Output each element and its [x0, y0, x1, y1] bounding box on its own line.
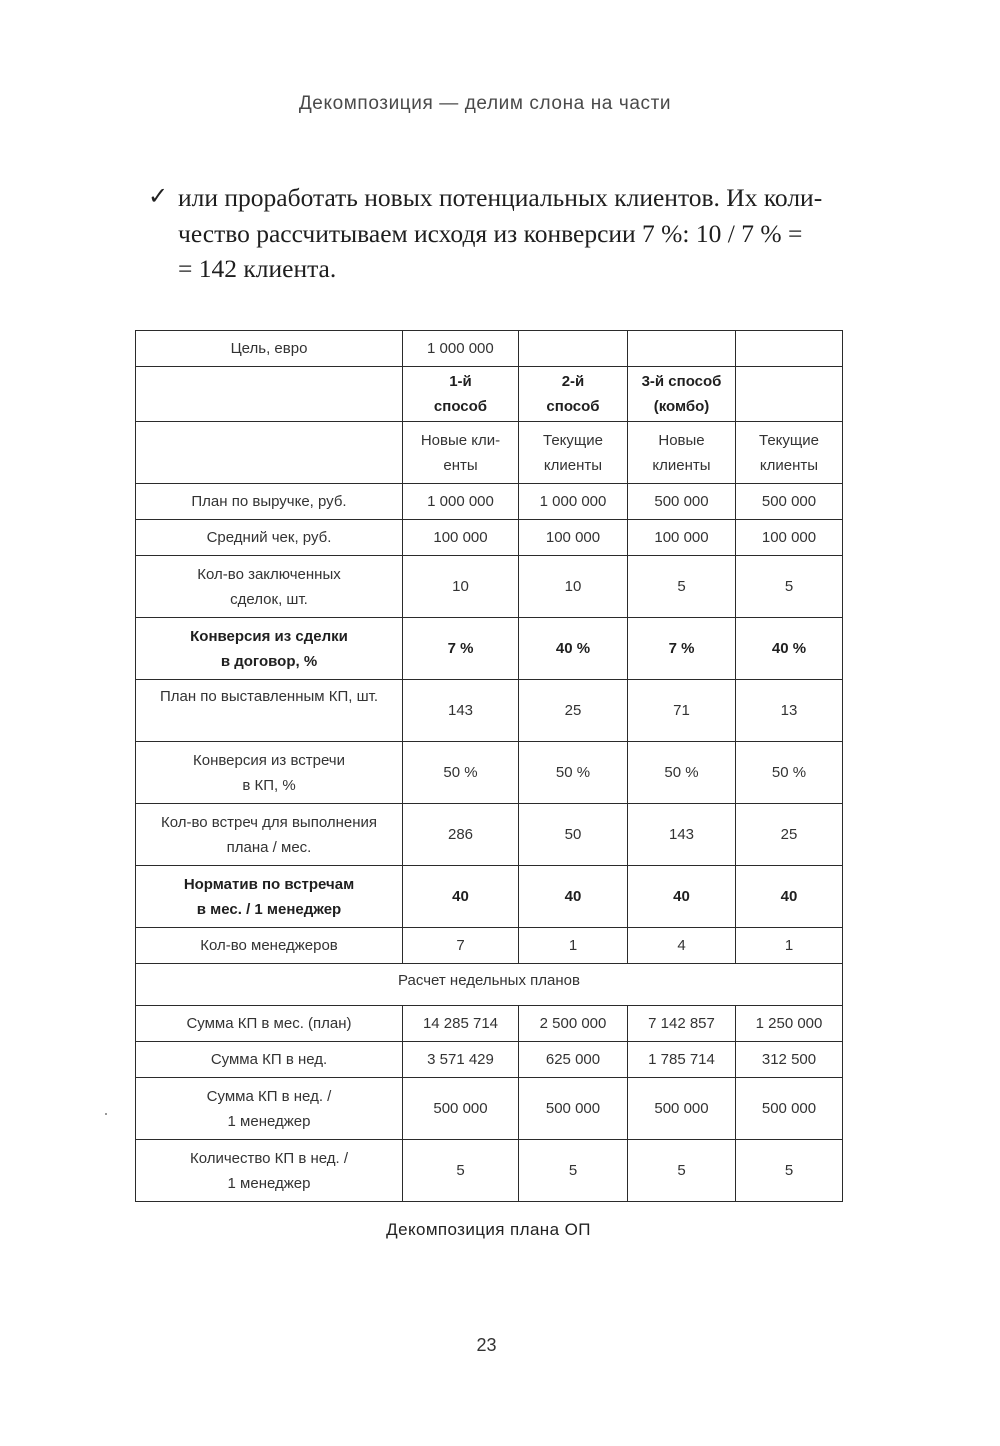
- bullet-line: или проработать новых потенциальных клиентов. Их коли-: [178, 183, 823, 212]
- table-row: [136, 866, 843, 928]
- value-cell: 10: [519, 556, 628, 618]
- value-cell: 1 785 714: [628, 1042, 736, 1078]
- value-cell: 3 571 429: [403, 1042, 519, 1078]
- row-label: Сумма КП в мес. (план): [136, 1006, 403, 1042]
- value-cell: 5: [628, 1140, 736, 1202]
- value-cell: 143: [403, 680, 519, 742]
- table-row: [136, 1140, 843, 1202]
- row-label: [136, 866, 403, 928]
- client-type-cell: [519, 422, 628, 484]
- decomposition-table: [135, 330, 843, 1202]
- table-row: [136, 618, 843, 680]
- empty-cell: [736, 367, 843, 422]
- row-label-line: Количество КП в нед. /: [189, 1149, 349, 1167]
- value-cell: 143: [628, 804, 736, 866]
- value-cell: 1 250 000: [736, 1006, 843, 1042]
- table-row: [136, 680, 843, 742]
- client-type-line: клиенты: [543, 456, 603, 474]
- value-cell: 1: [736, 928, 843, 964]
- bullet-line: чество рассчитываем исходя из конверсии 7 %: 10 / 7 % =: [178, 218, 803, 248]
- row-label-line: в мес. / 1 менеджер: [196, 900, 342, 918]
- empty-cell: [519, 331, 628, 367]
- value-cell: 100 000: [519, 520, 628, 556]
- value-cell: 71: [628, 680, 736, 742]
- row-label-line: Конверсия из встречи: [193, 751, 345, 769]
- client-type-cell: [403, 422, 519, 484]
- value-cell: 100 000: [403, 520, 519, 556]
- row-label: [136, 618, 403, 680]
- method-line: (комбо): [653, 398, 710, 415]
- table-row: [136, 1078, 843, 1140]
- table-row: [136, 1006, 843, 1042]
- row-label: [136, 742, 403, 804]
- bullet-line: = 142 клиента.: [178, 254, 337, 283]
- row-label: [136, 1078, 403, 1140]
- value-cell: 286: [403, 804, 519, 866]
- row-label: [136, 556, 403, 618]
- value-cell: 1 000 000: [403, 484, 519, 520]
- value-cell: 10: [403, 556, 519, 618]
- table-row: [136, 1042, 843, 1078]
- row-label-line: в КП, %: [242, 776, 296, 794]
- client-type-cell: [628, 422, 736, 484]
- client-type-line: Новые: [658, 431, 705, 449]
- page-number: 23: [476, 1335, 497, 1355]
- value-cell: 7 142 857: [628, 1006, 736, 1042]
- value-cell: 5: [403, 1140, 519, 1202]
- running-header: Декомпозиция — делим слона на части: [298, 93, 672, 114]
- value-cell: 50 %: [628, 742, 736, 804]
- empty-cell: [736, 331, 843, 367]
- row-label: Средний чек, руб.: [136, 520, 403, 556]
- value-cell: 500 000: [403, 1078, 519, 1140]
- row-label: План по выставленным КП, шт.: [136, 680, 403, 742]
- value-cell: 50 %: [519, 742, 628, 804]
- value-cell: 5: [628, 556, 736, 618]
- value-cell: 50 %: [736, 742, 843, 804]
- row-label-line: Кол-во встреч для выполнения: [161, 813, 377, 831]
- print-speck: [105, 1113, 107, 1115]
- value-cell: 1: [519, 928, 628, 964]
- table-row: [136, 928, 843, 964]
- goal-label: Цель, евро: [136, 331, 403, 367]
- table-row: [136, 520, 843, 556]
- value-cell: 100 000: [736, 520, 843, 556]
- row-label-line: 1 менеджер: [227, 1112, 311, 1130]
- method-3-header: [628, 367, 736, 422]
- weekly-section-row: [136, 964, 843, 1006]
- value-cell: 500 000: [628, 484, 736, 520]
- value-cell: 50: [519, 804, 628, 866]
- value-cell: 5: [736, 1140, 843, 1202]
- row-label-line: Сумма КП в нед. /: [206, 1087, 332, 1105]
- value-cell: 625 000: [519, 1042, 628, 1078]
- value-cell: 1 000 000: [519, 484, 628, 520]
- value-cell: 7: [403, 928, 519, 964]
- client-type-line: клиенты: [759, 456, 819, 474]
- client-type-cell: [736, 422, 843, 484]
- method-line: 2-й: [561, 373, 585, 390]
- value-cell: 100 000: [628, 520, 736, 556]
- method-line: способ: [546, 398, 600, 415]
- row-label-line: плана / мес.: [226, 838, 312, 856]
- row-label: План по выручке, руб.: [136, 484, 403, 520]
- method-line: способ: [433, 398, 488, 415]
- row-label: [136, 804, 403, 866]
- value-cell: 25: [519, 680, 628, 742]
- method-2-header: [519, 367, 628, 422]
- value-cell: 40: [628, 866, 736, 928]
- value-cell: 40: [519, 866, 628, 928]
- method-1-header: [403, 367, 519, 422]
- client-type-line: Новые кли-: [420, 431, 501, 449]
- table-row: [136, 742, 843, 804]
- empty-cell: [136, 422, 403, 484]
- value-cell: 7 %: [628, 618, 736, 680]
- value-cell: 40: [736, 866, 843, 928]
- row-label: Сумма КП в нед.: [136, 1042, 403, 1078]
- value-cell: 40 %: [519, 618, 628, 680]
- value-cell: 312 500: [736, 1042, 843, 1078]
- table-row: [136, 484, 843, 520]
- weekly-section-title: Расчет недельных планов: [136, 964, 843, 1006]
- row-label-line: Норматив по встречам: [183, 875, 355, 893]
- table-row: [136, 556, 843, 618]
- table-row: [136, 804, 843, 866]
- goal-row: [136, 331, 843, 367]
- client-type-line: клиенты: [652, 456, 711, 474]
- value-cell: 500 000: [628, 1078, 736, 1140]
- method-line: 1-й: [449, 373, 472, 390]
- client-type-line: Текущие: [759, 431, 819, 449]
- row-label: [136, 1140, 403, 1202]
- value-cell: 5: [519, 1140, 628, 1202]
- value-cell: 5: [736, 556, 843, 618]
- table-caption: Декомпозиция плана ОП: [386, 1220, 591, 1239]
- value-cell: 4: [628, 928, 736, 964]
- empty-cell: [136, 367, 403, 422]
- client-type-line: енты: [443, 456, 478, 474]
- client-types-row: [136, 422, 843, 484]
- value-cell: 7 %: [403, 618, 519, 680]
- empty-cell: [628, 331, 736, 367]
- row-label-line: в договор, %: [220, 652, 318, 670]
- value-cell: 25: [736, 804, 843, 866]
- bullet-text: [178, 180, 848, 287]
- value-cell: 500 000: [736, 484, 843, 520]
- methods-row: [136, 367, 843, 422]
- value-cell: 2 500 000: [519, 1006, 628, 1042]
- value-cell: 500 000: [736, 1078, 843, 1140]
- value-cell: 13: [736, 680, 843, 742]
- value-cell: 500 000: [519, 1078, 628, 1140]
- value-cell: 40: [403, 866, 519, 928]
- method-line: 3-й способ: [641, 373, 722, 390]
- value-cell: 40 %: [736, 618, 843, 680]
- row-label-line: 1 менеджер: [227, 1174, 311, 1192]
- value-cell: 50 %: [403, 742, 519, 804]
- bullet-paragraph: [148, 180, 848, 287]
- row-label: Кол-во менеджеров: [136, 928, 403, 964]
- goal-value: 1 000 000: [403, 331, 519, 367]
- row-label-line: Конверсия из сделки: [190, 627, 348, 645]
- client-type-line: Текущие: [543, 431, 603, 449]
- value-cell: 14 285 714: [403, 1006, 519, 1042]
- row-label-line: сделок, шт.: [230, 590, 308, 608]
- row-label-line: Кол-во заключенных: [197, 565, 341, 583]
- check-mark-icon: ✓: [148, 182, 169, 210]
